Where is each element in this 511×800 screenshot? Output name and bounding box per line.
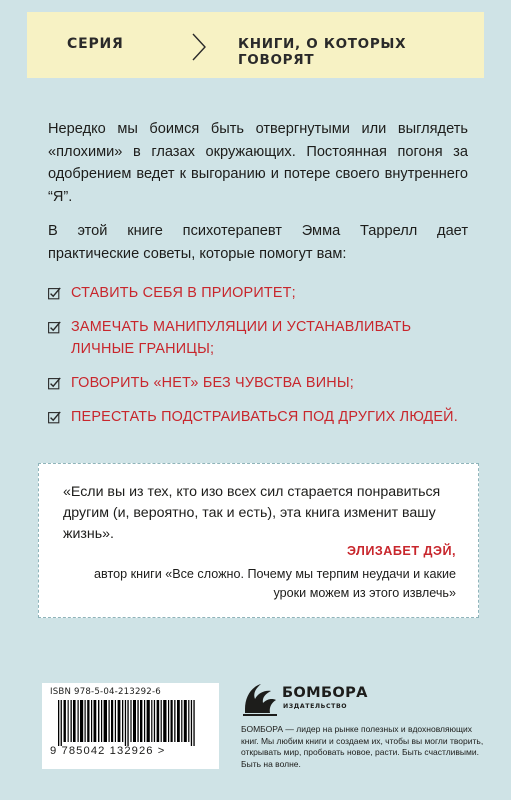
list-item-text: ЗАМЕЧАТЬ МАНИПУЛЯЦИИ И УСТАНАВЛИВАТЬ ЛИЧНЫЕ ГРАНИЦЫ; bbox=[71, 319, 412, 357]
lead-paragraph: В этой книге психотерапевт Эмма Таррелл дает практические советы, которые помогут вам: bbox=[48, 223, 468, 262]
intro-paragraph: Нередко мы боимся быть отвергнутыми или выглядеть «плохими» в глазах окружающих. Постоянная погоня за одобрением ведет к выгоранию и потере своего внутреннего “Я”. bbox=[48, 121, 468, 205]
isbn-label: ISBN 978-5-04-213292-6 bbox=[50, 687, 161, 697]
publisher-subtitle: ИЗДАТЕЛЬСТВО bbox=[283, 703, 348, 710]
barcode-image bbox=[50, 700, 210, 746]
barcode-digits: 9 785042 132926 > bbox=[50, 745, 166, 757]
wave-logo-icon bbox=[241, 679, 279, 717]
checkbox-checked-icon bbox=[48, 287, 61, 300]
quote-source: автор книги «Все сложно. Почему мы терпим неудачи и какие уроки можем из этого извлечь» bbox=[94, 567, 456, 600]
checkbox-checked-icon bbox=[48, 411, 61, 424]
list-item-text: СТАВИТЬ СЕБЯ В ПРИОРИТЕТ; bbox=[71, 285, 296, 301]
series-name: КНИГИ, О КОТОРЫХ ГОВОРЯТ bbox=[238, 36, 407, 68]
publisher-name: БОМБОРА bbox=[282, 684, 368, 701]
isbn-barcode-block bbox=[42, 683, 219, 769]
quote-text: «Если вы из тех, кто изо всех сил старается понравиться другим (и, вероятно, так и есть), эта книга изменит вашу жизнь». bbox=[63, 484, 441, 542]
series-label: СЕРИЯ bbox=[67, 36, 124, 52]
quote-author: ЭЛИЗАБЕТ ДЭЙ, bbox=[347, 544, 456, 558]
checkbox-checked-icon bbox=[48, 321, 61, 334]
list-item-text: ГОВОРИТЬ «НЕТ» БЕЗ ЧУВСТВА ВИНЫ; bbox=[71, 375, 354, 391]
list-item-text: ПЕРЕСТАТЬ ПОДСТРАИВАТЬСЯ ПОД ДРУГИХ ЛЮДЕЙ. bbox=[71, 409, 458, 425]
benefits-list bbox=[48, 282, 478, 440]
checkbox-checked-icon bbox=[48, 377, 61, 390]
series-banner bbox=[27, 12, 484, 78]
list-item bbox=[48, 282, 478, 304]
list-item bbox=[48, 372, 478, 394]
list-item bbox=[48, 406, 478, 428]
publisher-blurb: БОМБОРА — лидер на рынке полезных и вдохновляющих книг. Мы любим книги и создаем их, чтобы вы могли творить, открывать мир, пробовать новое, расти. Быть счастливыми. Быть на волне. bbox=[241, 724, 484, 769]
chevron-right-icon bbox=[191, 32, 207, 62]
quote-box bbox=[38, 463, 479, 618]
list-item bbox=[48, 316, 478, 360]
